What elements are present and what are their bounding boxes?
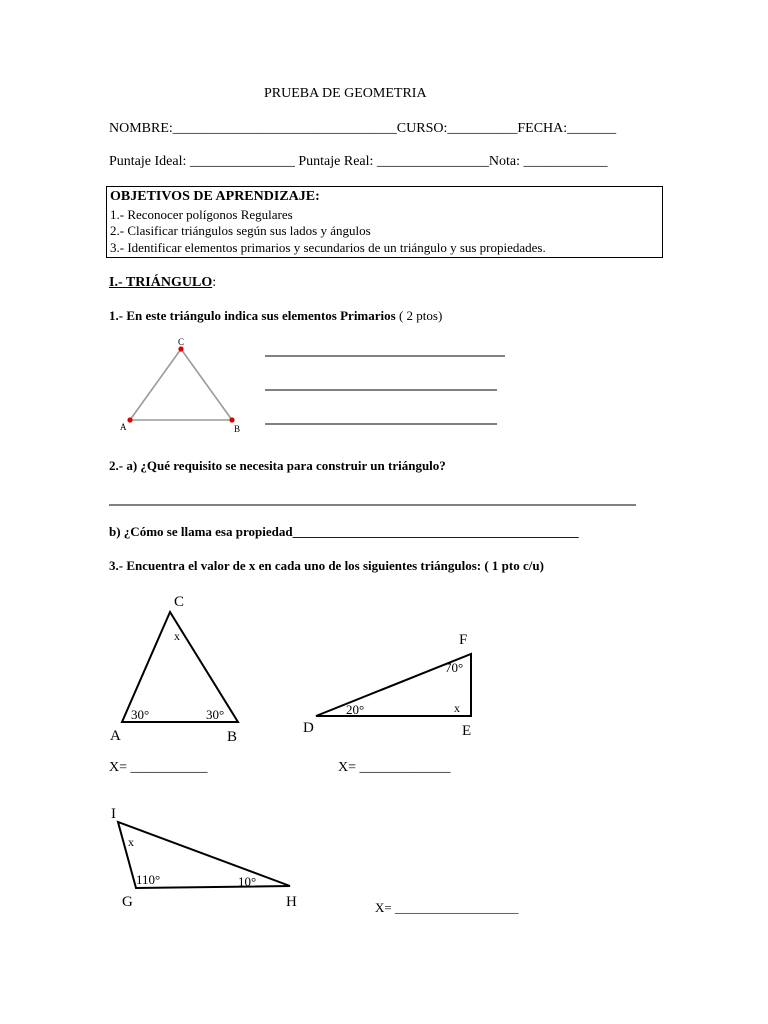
nombre-curso-fecha-line: NOMBRE:________________________________CURSO:__________FECHA:_______ — [109, 121, 617, 136]
objective-item: 3.- Identificar elementos primarios y secundarios de un triángulo y sus propiedades. — [110, 240, 546, 255]
vertex-c-dot — [178, 346, 183, 351]
angle-g-label: 110° — [136, 872, 161, 887]
objective-item: 2.- Clasificar triángulos según sus lados y ángulos — [110, 223, 371, 238]
vertex-a-dot — [127, 417, 132, 422]
vertex-g-label: G — [122, 894, 133, 910]
question-2a: 2.- a) ¿Qué requisito se necesita para construir un triángulo? — [109, 458, 446, 473]
q1-vertex-a-label: A — [120, 422, 127, 432]
q1-vertex-b-label: B — [234, 424, 241, 434]
objectives-title: OBJETIVOS DE APRENDIZAJE: — [110, 189, 320, 204]
angle-a-label: 30° — [131, 707, 150, 722]
section-title-text: I.- TRIÁNGULO — [109, 275, 213, 290]
answer-abc: X= ___________ — [109, 760, 208, 775]
vertex-f-label: F — [459, 632, 468, 648]
question-2b: b) ¿Cómo se llama esa propiedad____________________________________________ — [109, 524, 579, 539]
q1-vertex-c-label: C — [178, 337, 185, 347]
objective-item: 1.- Reconocer polígonos Regulares — [110, 207, 293, 222]
vertex-a-label: A — [110, 728, 121, 744]
triangle-def — [303, 632, 471, 739]
vertex-b-dot — [229, 417, 234, 422]
vertex-b-label: B — [227, 729, 238, 745]
section-title-colon: : — [212, 275, 217, 290]
q1-triangle-outline — [130, 349, 232, 420]
vertex-i-label: I — [111, 806, 116, 822]
question-1-text: 1.- En este triángulo indica sus elementos Primarios — [109, 308, 396, 323]
puntaje-nota-line: Puntaje Ideal: _______________ Puntaje Real: ________________Nota: ____________ — [109, 154, 608, 169]
vertex-c-label: C — [174, 594, 185, 610]
vertex-e-label: E — [462, 723, 472, 739]
angle-i-label: x — [128, 835, 134, 849]
triangle-abc — [110, 594, 238, 745]
question-1-points: ( 2 ptos) — [395, 308, 443, 323]
angle-f-label: 70° — [445, 660, 464, 675]
angle-h-label: 10° — [238, 874, 257, 889]
answer-ghi: X= ___________________ — [375, 900, 519, 915]
vertex-h-label: H — [286, 894, 297, 910]
page-title: PRUEBA DE GEOMETRIA — [264, 86, 427, 101]
triangle-ghi — [111, 806, 297, 910]
angle-b-label: 30° — [206, 707, 225, 722]
vertex-d-label: D — [303, 720, 314, 736]
triangle-abc-outline — [122, 612, 238, 722]
angle-c-label: x — [174, 629, 180, 643]
question-3: 3.- Encuentra el valor de x en cada uno de los siguientes triángulos: ( 1 pto c/u) — [109, 558, 544, 573]
angle-d-label: 20° — [346, 702, 365, 717]
q1-triangle — [120, 337, 240, 434]
angle-e-label: x — [454, 701, 460, 715]
answer-def: X= _____________ — [338, 760, 451, 775]
